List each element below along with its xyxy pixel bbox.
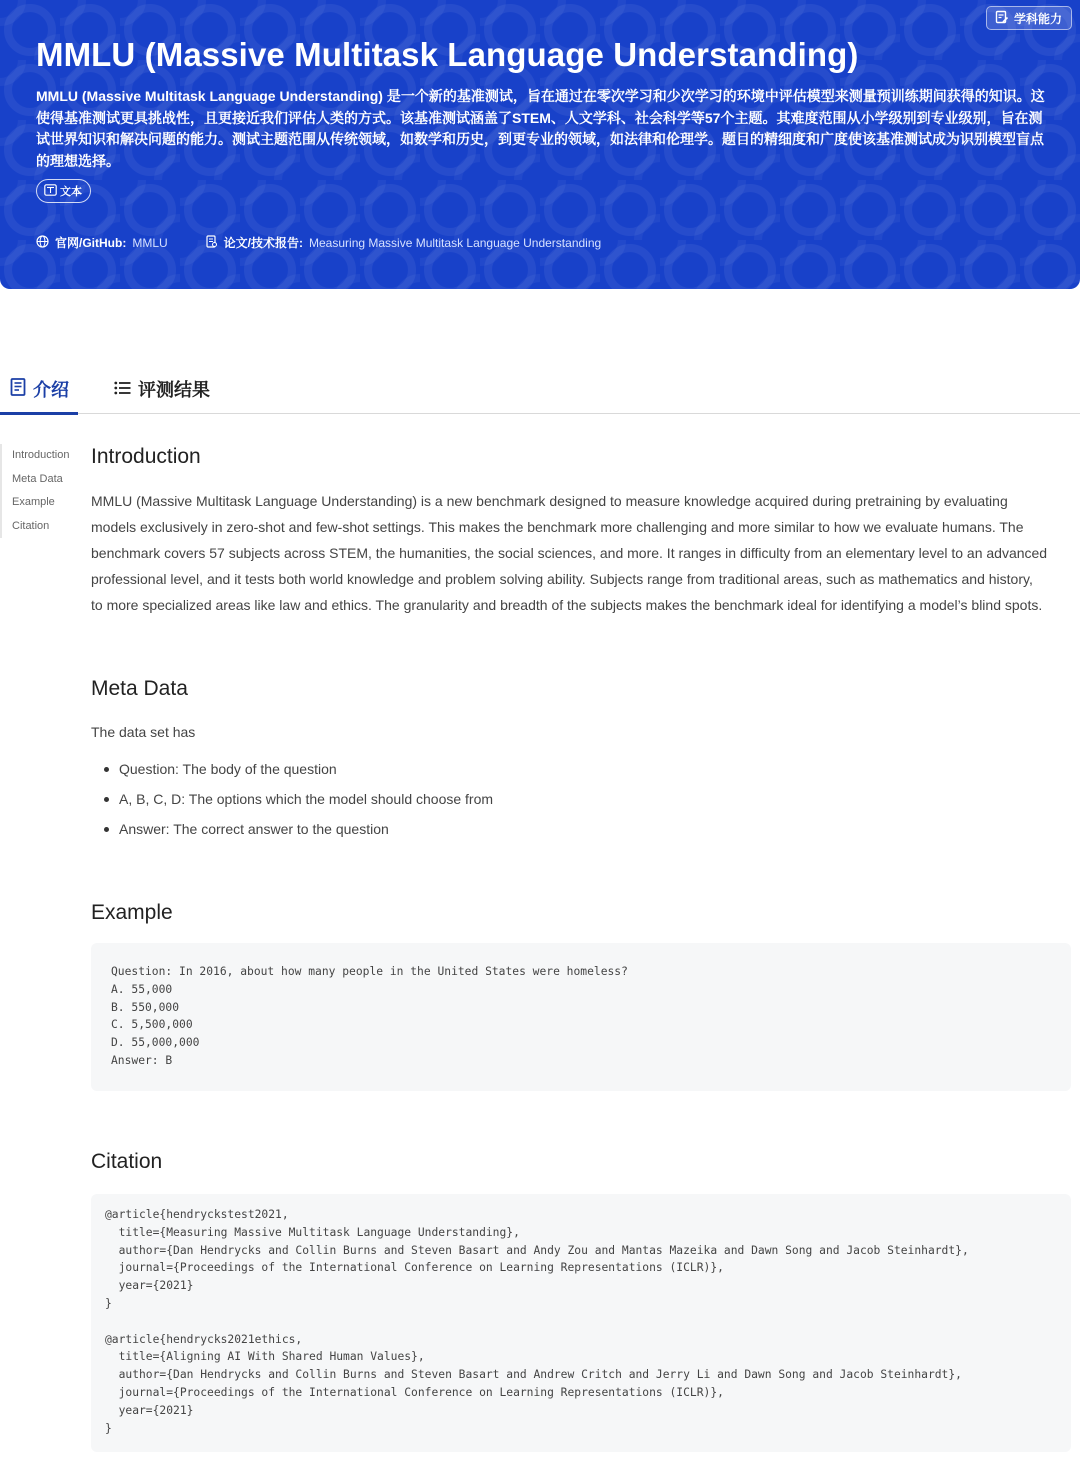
list-icon	[114, 379, 131, 400]
tab-introduction[interactable]	[10, 376, 69, 402]
citation-code-block: @article{hendryckstest2021, title={Measuring Massive Multitask Language Understanding}, author={Dan Hendrycks and Collin Burns and Steven Basart and Andy Zou and Mantas Mazeika and Dawn Song and Jacob Steinhardt}, journal={Proceedings of the International Conference on Learning Representations (ICLR)}, year={2021} } @article{hendrycks2021ethics, title={Aligning AI With Shared Human Values}, author={Dan Hendrycks and Collin Burns and Steven Basart and Andrew Critch and Jerry Li and Dawn Song and Jacob Steinhardt}, journal={Proceedings of the International Conference on Learning Representations (ICLR)}, year={2021} }	[91, 1194, 1071, 1452]
citation-heading: Citation	[91, 1150, 163, 1173]
active-tab-indicator	[0, 412, 78, 415]
benchmark-description: MMLU (Massive Multitask Language Understanding) 是一个新的基准测试，旨在通过在零次学习和少次学习的环境中评估模型来测量预训练期间获得的知识。这使得基准测试更具挑战性，且更接近我们评估人类的方式。该基准测试涵盖了STEM、人文学科、社会科学等57个主题。其难度范围从小学级别到专业级别，旨在测试世界知识和解决问题的能力。测试主题范围从传统领域，如数学和历史，到更专业的领域，如法律和伦理学。题目的精细度和广度使该基准测试成为识别模型盲点的理想选择。	[36, 88, 1045, 169]
tab-results-label: 评测结果	[138, 380, 210, 400]
paper-link[interactable]	[205, 234, 602, 251]
category-badge[interactable]	[986, 6, 1072, 30]
benchmark-title: MMLU (Massive Multitask Language Understanding)	[36, 36, 859, 73]
example-code-block: Question: In 2016, about how many people in the United States were homeless? A. 55,000 B. 550,000 C. 5,500,000 D. 55,000,000 Answer: B	[91, 943, 1071, 1091]
official-site-link[interactable]	[36, 234, 168, 251]
text-type-icon	[44, 184, 57, 199]
category-badge-label: 学科能力	[1013, 11, 1062, 26]
toc-item-example[interactable]: Example	[12, 496, 55, 508]
tab-results[interactable]	[114, 376, 210, 402]
list-item: Answer: The correct answer to the question	[119, 819, 493, 849]
edit-note-icon	[995, 10, 1009, 27]
hero-links	[36, 234, 601, 251]
official-site-value[interactable]: MMLU	[132, 235, 168, 250]
book-icon	[10, 378, 26, 401]
introduction-line: professional level, and it tests both world knowledge and problem solving ability. Subjects range from traditional areas, such as mathematics and history,	[91, 571, 1033, 587]
official-site-label: 官网/GitHub:	[55, 236, 127, 250]
meta-data-list	[119, 759, 493, 849]
globe-icon	[36, 235, 49, 251]
tab-bar	[0, 364, 1080, 414]
list-item: Question: The body of the question	[119, 759, 493, 789]
table-of-contents	[0, 444, 80, 538]
tab-introduction-label: 介绍	[33, 380, 69, 400]
paper-label: 论文/技术报告:	[223, 236, 304, 250]
toc-item-meta-data[interactable]: Meta Data	[12, 472, 63, 485]
example-heading: Example	[91, 901, 173, 924]
hero-banner	[0, 0, 1080, 289]
toc-item-introduction[interactable]: Introduction	[12, 449, 70, 461]
toc-item-citation[interactable]: Citation	[12, 519, 50, 532]
meta-data-intro: The data set has	[91, 724, 196, 740]
meta-data-heading: Meta Data	[91, 677, 188, 700]
introduction-heading: Introduction	[91, 445, 201, 468]
introduction-line: MMLU (Massive Multitask Language Understanding) is a new benchmark designed to measure knowledge acquired during pretraining by evaluating	[91, 493, 1008, 509]
list-item: A, B, C, D: The options which the model should choose from	[119, 789, 493, 819]
introduction-text	[91, 488, 1071, 618]
document-icon	[205, 235, 218, 251]
modality-tag[interactable]	[36, 179, 91, 203]
paper-value[interactable]: Measuring Massive Multitask Language Understanding	[309, 235, 602, 250]
modality-tag-label: 文本	[60, 186, 82, 198]
introduction-line: benchmark covers 57 subjects across STEM, the humanities, the social sciences, and more. It ranges in difficulty from an elementary level to an advanced	[91, 545, 1048, 561]
introduction-line: models exclusively in zero-shot and few-shot settings. This makes the benchmark more challenging and more similar to how we evaluate humans. The	[91, 519, 1024, 535]
introduction-line: to more specialized areas like law and ethics. The granularity and breadth of the subjects makes the benchmark ideal for identifying a model’s blind spots.	[91, 597, 1043, 613]
